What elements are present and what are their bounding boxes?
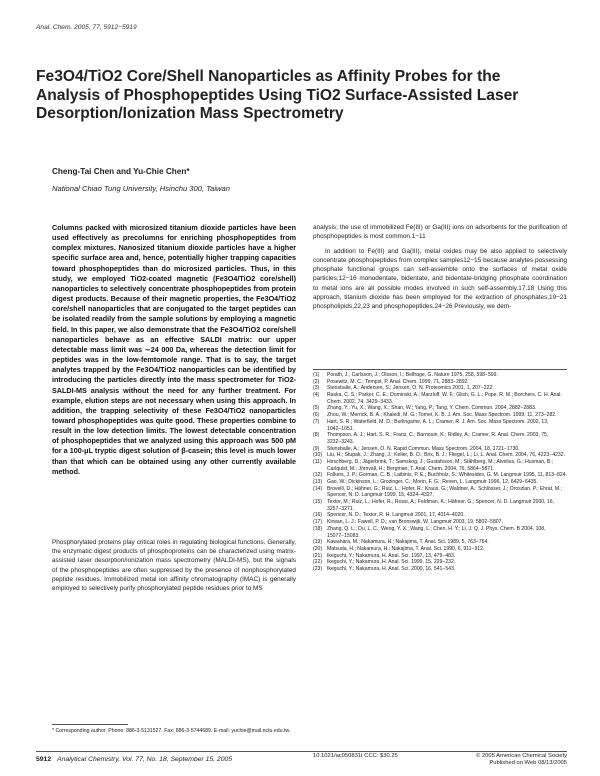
affiliation: National Chiao Tung University, Hsinchu 300, Taiwan xyxy=(52,184,230,193)
body-paragraph-1: analysis; the use of immobilized Fe(III) or Ga(III) ions on adsorbents for the purification of phosphopeptides is most common.1−11 xyxy=(313,224,567,241)
reference-item xyxy=(313,539,567,546)
article-title xyxy=(36,68,566,124)
reference-number: (10) xyxy=(313,452,323,459)
reference-item xyxy=(313,412,567,419)
reference-item xyxy=(313,479,567,486)
introduction-paragraph: Phosphorylated proteins play critical roles in regulating biological functions. Generally, the enzymatic digest products of phosphoproteins can be characterized using matrix-assisted laser desorption/ionization mass spectrometry (MALDI-MS), but the signals of the phosphopeptides are often suppressed by the presence of nonphosphorylated peptide residues. Immobilized metal ion affinity chromatography (IMAC) is generally employed to selectively purify phosphorylated peptide residues prior to MS xyxy=(52,539,296,593)
reference-number: (2) xyxy=(313,378,320,385)
reference-item xyxy=(313,405,567,412)
reference-number: (12) xyxy=(313,472,323,479)
reference-item xyxy=(313,559,567,566)
reference-text: Ikeguchi, Y.; Nakamura, H. Anal. Sci. 1999, 15, 229−232. xyxy=(327,559,456,566)
abstract: Columns packed with microsized titanium dioxide particles have been used effectively as precolumns for enriching phosphopeptides from complex mixtures. Nanosized titanium dioxide particles have a higher specific surface area and, hence, potentially higher trapping capacities toward phosphopeptides than do microsized particles. Thus, in this study, we employed TiO2-coated magnetic (Fe3O4/TiO2 core/shell) nanoparticles to selectively concentrate phosphopeptides from protein digest products. Because of their magnetic properties, the Fe3O4/TiO2 core/shell nanoparticles that are conjugated to the target peptides can be isolated readily from the sample solutions by employing a magnetic field. In this paper, we also demonstrate that the Fe3O4/TiO2 core/shell nanoparticles behave as an effective SALDI matrix: our upper detectable mass limit was ∼24 000 Da, whereas the detection limit for peptides was in the low-femtomole range. That is to say, the target analytes trapped by the Fe3O4/TiO2 nanoparticles can be identified by introducing the particles directly into the mass spectrometer for TiO2-SALDI-MS analysis without the need for any further treatment. For example, elution steps are not necessary when using this approach. In addition, the trapping selectivity of these Fe3O4/TiO2 nanoparticles toward phosphopeptides was quite good. These properties combine to result in the low detection limits. The lowest detectable concentration of phosphopeptides that we analyzed using this approach was 500 pM for a 100-μL tryptic digest solution of β-casein; this level is much lower than that which can be obtained using any other currently available method. xyxy=(52,223,296,476)
reference-number: (18) xyxy=(313,525,323,532)
footer-right xyxy=(313,753,567,767)
reference-number: (4) xyxy=(313,392,320,399)
reference-item xyxy=(313,372,567,379)
reference-text: Gao, W.; Dickinson, L.; Grozinger, C.; Morin, F. G.; Reven, L. Langmuir 1996, 12, 6429−6435. xyxy=(327,479,538,485)
reference-number: (15) xyxy=(313,499,323,506)
reference-text: Liu, H.; Stupak, J.; Zhang, J.; Keller, B. O.; Brix, B. J.; Fliegel, L.; Li, L. Anal. Chem. 2004, 76, 4223−4232. xyxy=(327,452,565,459)
reference-text: Thompson, A. J.; Hart, S. R.; Franz, C.; Barnouin, K.; Ridley, A.; Cramer, R. Anal. Chem. 2003, 75, 3232−3243. xyxy=(327,432,549,445)
reference-text: Textor, M.; Ruiz, L.; Hofer, R.; Rossi, A.; Feldman, K.; Hähner, G.; Spencer, N. D. Langmuir 2000, 16, 3257−3271. xyxy=(327,499,555,512)
journal-issue: Analytical Chemistry, Vol. 77, No. 18, September 15, 2005 xyxy=(57,756,233,763)
reference-number: (5) xyxy=(313,405,320,412)
publication-date: Published on Web 08/13/2005 xyxy=(489,760,567,767)
reference-number: (13) xyxy=(313,479,323,485)
reference-text: Zhou, W.; Merrick, B. A.; Khaledi, M. G.; Tomer, K. B. J. Am. Soc. Mass Spectrom. 1999, 11, 273−282. xyxy=(327,412,557,419)
reference-text: Spencer, N. D.; Textor, R. H. Langmuir 2001, 17, 4014−4020. xyxy=(327,512,465,519)
reference-text: Kawahara, M.; Nakamura, H.; Nakajima, T. Anal. Sci. 1989, 5, 763−764. xyxy=(327,539,489,546)
reference-item xyxy=(313,566,567,573)
reference-item xyxy=(313,526,567,539)
footnote-divider xyxy=(52,724,128,725)
reference-number: (1) xyxy=(313,372,320,378)
copyright: © 2005 American Chemical Society xyxy=(476,753,567,759)
reference-item xyxy=(313,512,567,519)
reference-item xyxy=(313,452,567,459)
reference-number: (3) xyxy=(313,385,320,392)
reference-item xyxy=(313,486,567,499)
reference-number: (7) xyxy=(313,418,320,425)
reference-number: (17) xyxy=(313,519,323,526)
footer-divider xyxy=(36,751,567,752)
reference-item xyxy=(313,419,567,432)
reference-text: Zhang, Y.; Yu, X.; Wang, X.; Shan, W.; Yang, P.; Tang, Y. Chem. Commun. 2004, 2882−2883. xyxy=(327,405,537,412)
reference-item xyxy=(313,392,567,405)
reference-item xyxy=(313,432,567,445)
reference-number: (19) xyxy=(313,539,323,546)
reference-item xyxy=(313,546,567,553)
reference-text: Brovelli, D.; Hähner, G.; Ruiz, L.; Hofer, R.; Kraus, G.; Waldner, A.; Schlösser, J.; Oroszlan, P.; Ehrat, M.; Spencer, N. D. Langmuir 1999, 15, 4324−4327. xyxy=(327,485,562,499)
doi-price: 10.1021/ac050831t CCC: $30.25 xyxy=(313,753,398,759)
correspondence-footnote: * Corresponding author. Phone: 886-3-5131527. Fax: 886-3-5744689. E-mail: yuchie@mail.nctu.edu.tw. xyxy=(52,728,291,734)
reference-item xyxy=(313,553,567,560)
reference-text: Stensballe, A.; Jensen, O. N. Rapid Commun. Mass Spectrom. 2004, 18, 1721−1730. xyxy=(327,445,520,452)
reference-text: Stensballe, A.; Andersen, S.; Jensen, O. N. Proteomics 2001, 1, 207−222. xyxy=(327,385,494,392)
reference-number: (8) xyxy=(313,432,320,439)
reference-list xyxy=(313,372,567,573)
reference-item xyxy=(313,385,567,392)
body-paragraph-2: In addition to Fe(III) and Ga(III), metal oxides may be also applied to selectively concentrate phosphopeptides from complex samples12−15 because analytes possessing phosphate functional groups can self-assemble onto the surfaces of metal oxide particles;12−16 monodentate, bidentate, and bidentate-bridging phosphate coordination to metal ions are all possible modes involved in such self-assembly.17,18 Using this approach, titanium dioxide has been employed for the extraction of phosphates,19−21 phospholipids,22,23 and phosphopeptides.24−26 Previously, we dem- xyxy=(313,247,567,311)
reference-text: Matsuda, H.; Nakamura, H.; Nakajima, T. Anal. Sci. 1990, 6, 911−912. xyxy=(327,545,485,552)
reference-item xyxy=(313,472,567,479)
article-title-text: Fe3O4/TiO2 Core/Shell Nanoparticles as Affinity Probes for the Analysis of Phosphopeptides Using TiO2 Surface-Assisted Laser Desorption/Ionization Mass Spectrometry xyxy=(36,68,519,123)
reference-number: (16) xyxy=(313,512,323,519)
reference-text: Raska, C. S.; Parker, C. E.; Dominski, A.; Marzluff, W. F.; Glish, G. L.; Pope, R. M.; Borchers, C. H. Anal. Chem. 2002, 74, 3429−3433. xyxy=(327,392,562,405)
reference-number: (6) xyxy=(313,412,320,419)
reference-number: (21) xyxy=(313,552,323,559)
reference-number: (14) xyxy=(313,485,323,492)
reference-text: Posewitz, M. C.; Tempst, P. Anal. Chem. 1999, 71, 2883−2892. xyxy=(327,378,469,385)
reference-item xyxy=(313,446,567,453)
journal-reference: Anal. Chem. 2005, 77, 5912−5919 xyxy=(36,24,137,31)
reference-text: Ikeguchi, Y.; Nakamura, H. Anal. Sci. 1997, 13, 479−483. xyxy=(327,552,456,559)
right-column-text xyxy=(313,223,567,312)
reference-item xyxy=(313,519,567,526)
reference-item xyxy=(313,379,567,386)
reference-number: (9) xyxy=(313,445,320,452)
reference-text: Zhang, Q. L.; Du, L. C.; Weng, Y. X.; Wang, L.; Chen, H. Y.; Li, J. Q. J. Phys. Chem. B 2004, 108, 15077−15083. xyxy=(327,525,546,539)
reference-item xyxy=(313,499,567,512)
reference-text: Folkers, J. P.; Gorman, C. B.; Laibinis, P. E.; Buchholz, S.; Whitesides, G. M. Langmuir 1995, 11, 813−824. xyxy=(327,472,567,479)
reference-text: Ikeguchi, Y.; Nakamura, H. Anal. Sci. 2000, 16, 541−543. xyxy=(327,565,456,572)
references-divider xyxy=(313,369,567,370)
footer-left xyxy=(36,756,232,763)
reference-text: Porath, J.; Carlsson, J.; Olsson, I.; Belfrage, G. Nature 1975, 258, 598−599. xyxy=(327,372,498,378)
authors: Cheng-Tai Chen and Yu-Chie Chen* xyxy=(52,167,190,176)
reference-number: (23) xyxy=(313,565,323,572)
reference-number: (11) xyxy=(313,458,322,465)
reference-item xyxy=(313,459,567,472)
reference-text: Hirschberg, D.; Jägerbrink, T.; Samskog, J.; Gustafsson, M.; Ståhlberg, M.; Alvelius, G.; Husman, B.; Carlquist, M.; Jörnvall, H.; Bergman, T. Anal. Chem. 2004, 76, 5864−5871. xyxy=(327,458,554,472)
page-number: 5912 xyxy=(36,756,52,763)
reference-number: (20) xyxy=(313,545,323,552)
reference-number: (22) xyxy=(313,559,323,566)
reference-text: Kirwan, L. J.; Fawell, P. D.; van Bronswijk, W. Langmuir 2003, 19, 5802−5807. xyxy=(327,519,503,526)
reference-text: Hart, S. R.; Waterfield, M. D.; Burlingame, A. L.; Cramer, R. J. Am. Soc. Mass Spectrom. 2002, 13, 1042−1051. xyxy=(327,418,549,432)
